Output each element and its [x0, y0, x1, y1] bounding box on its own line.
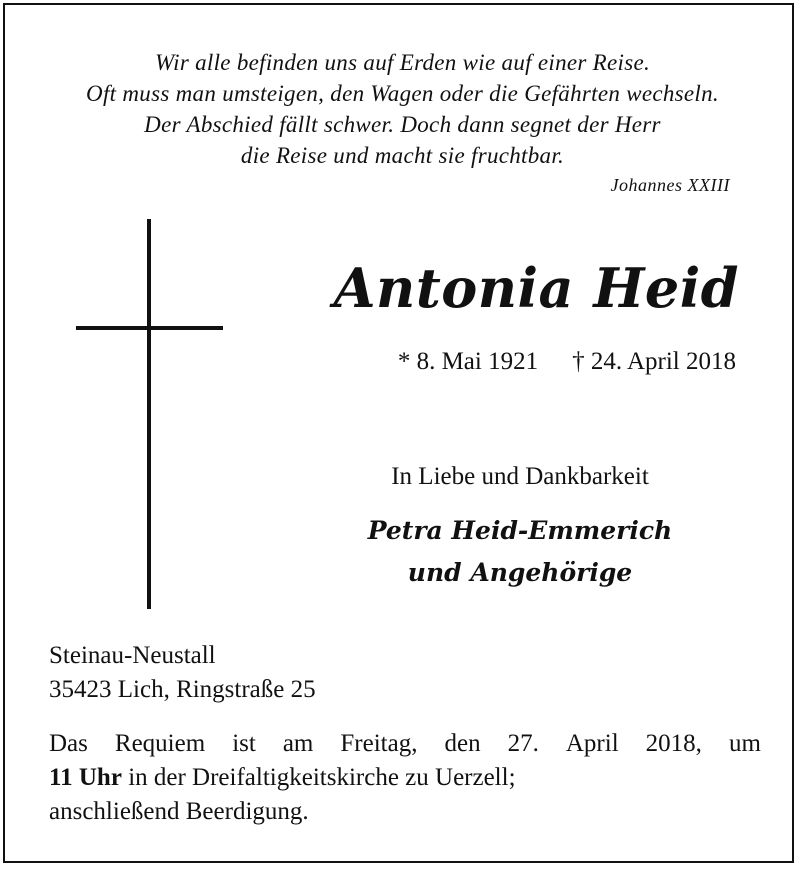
service-word: Das: [49, 730, 88, 757]
mourners-names: [305, 510, 735, 594]
mourner-line: und Angehörige: [407, 558, 633, 587]
quote: [5, 47, 800, 171]
service-info: [49, 727, 761, 829]
mourners-intro: In Liebe und Dankbarkeit: [391, 463, 649, 490]
service-time: 11 Uhr: [49, 764, 122, 791]
address-line: 35423 Lich, Ringstraße 25: [49, 676, 316, 703]
service-word: ist: [232, 730, 256, 757]
service-word: April: [565, 730, 619, 757]
service-word: Requiem: [114, 730, 206, 757]
quote-line: die Reise und macht sie fruchtbar.: [240, 143, 565, 168]
address-line: Steinau-Neustall: [49, 642, 216, 669]
address: [49, 639, 316, 707]
quote-line: Der Abschied fällt schwer. Doch dann segnet der Herr: [144, 112, 661, 137]
quote-line: Oft muss man umsteigen, den Wagen oder die Gefährten wechseln.: [86, 81, 719, 106]
death-symbol: †: [572, 348, 585, 375]
deceased-name: Antonia Heid: [333, 256, 739, 320]
birth-date: 8. Mai 1921: [416, 348, 539, 375]
mourner-line: Petra Heid-Emmerich: [367, 516, 673, 545]
service-word: am: [282, 730, 314, 757]
service-word: Freitag,: [340, 730, 418, 757]
obituary-frame: [3, 3, 794, 863]
service-line-1: [49, 727, 761, 761]
life-dates: [305, 345, 736, 379]
service-word: um: [728, 730, 761, 757]
cross-icon: [147, 219, 151, 609]
cross-icon-bar: [76, 326, 223, 330]
service-word: den: [444, 730, 481, 757]
service-word: 27.: [507, 730, 539, 757]
quote-author: Johannes XXIII: [610, 175, 730, 195]
service-line-3: anschließend Beerdigung.: [49, 798, 309, 825]
death-date: 24. April 2018: [590, 348, 736, 375]
service-location: in der Dreifaltigkeitskirche zu Uerzell;: [121, 764, 516, 791]
quote-line: Wir alle befinden uns auf Erden wie auf einer Reise.: [154, 50, 651, 75]
service-line-2: [49, 761, 761, 795]
service-word: 2018,: [645, 730, 702, 757]
birth-symbol: *: [397, 348, 411, 375]
